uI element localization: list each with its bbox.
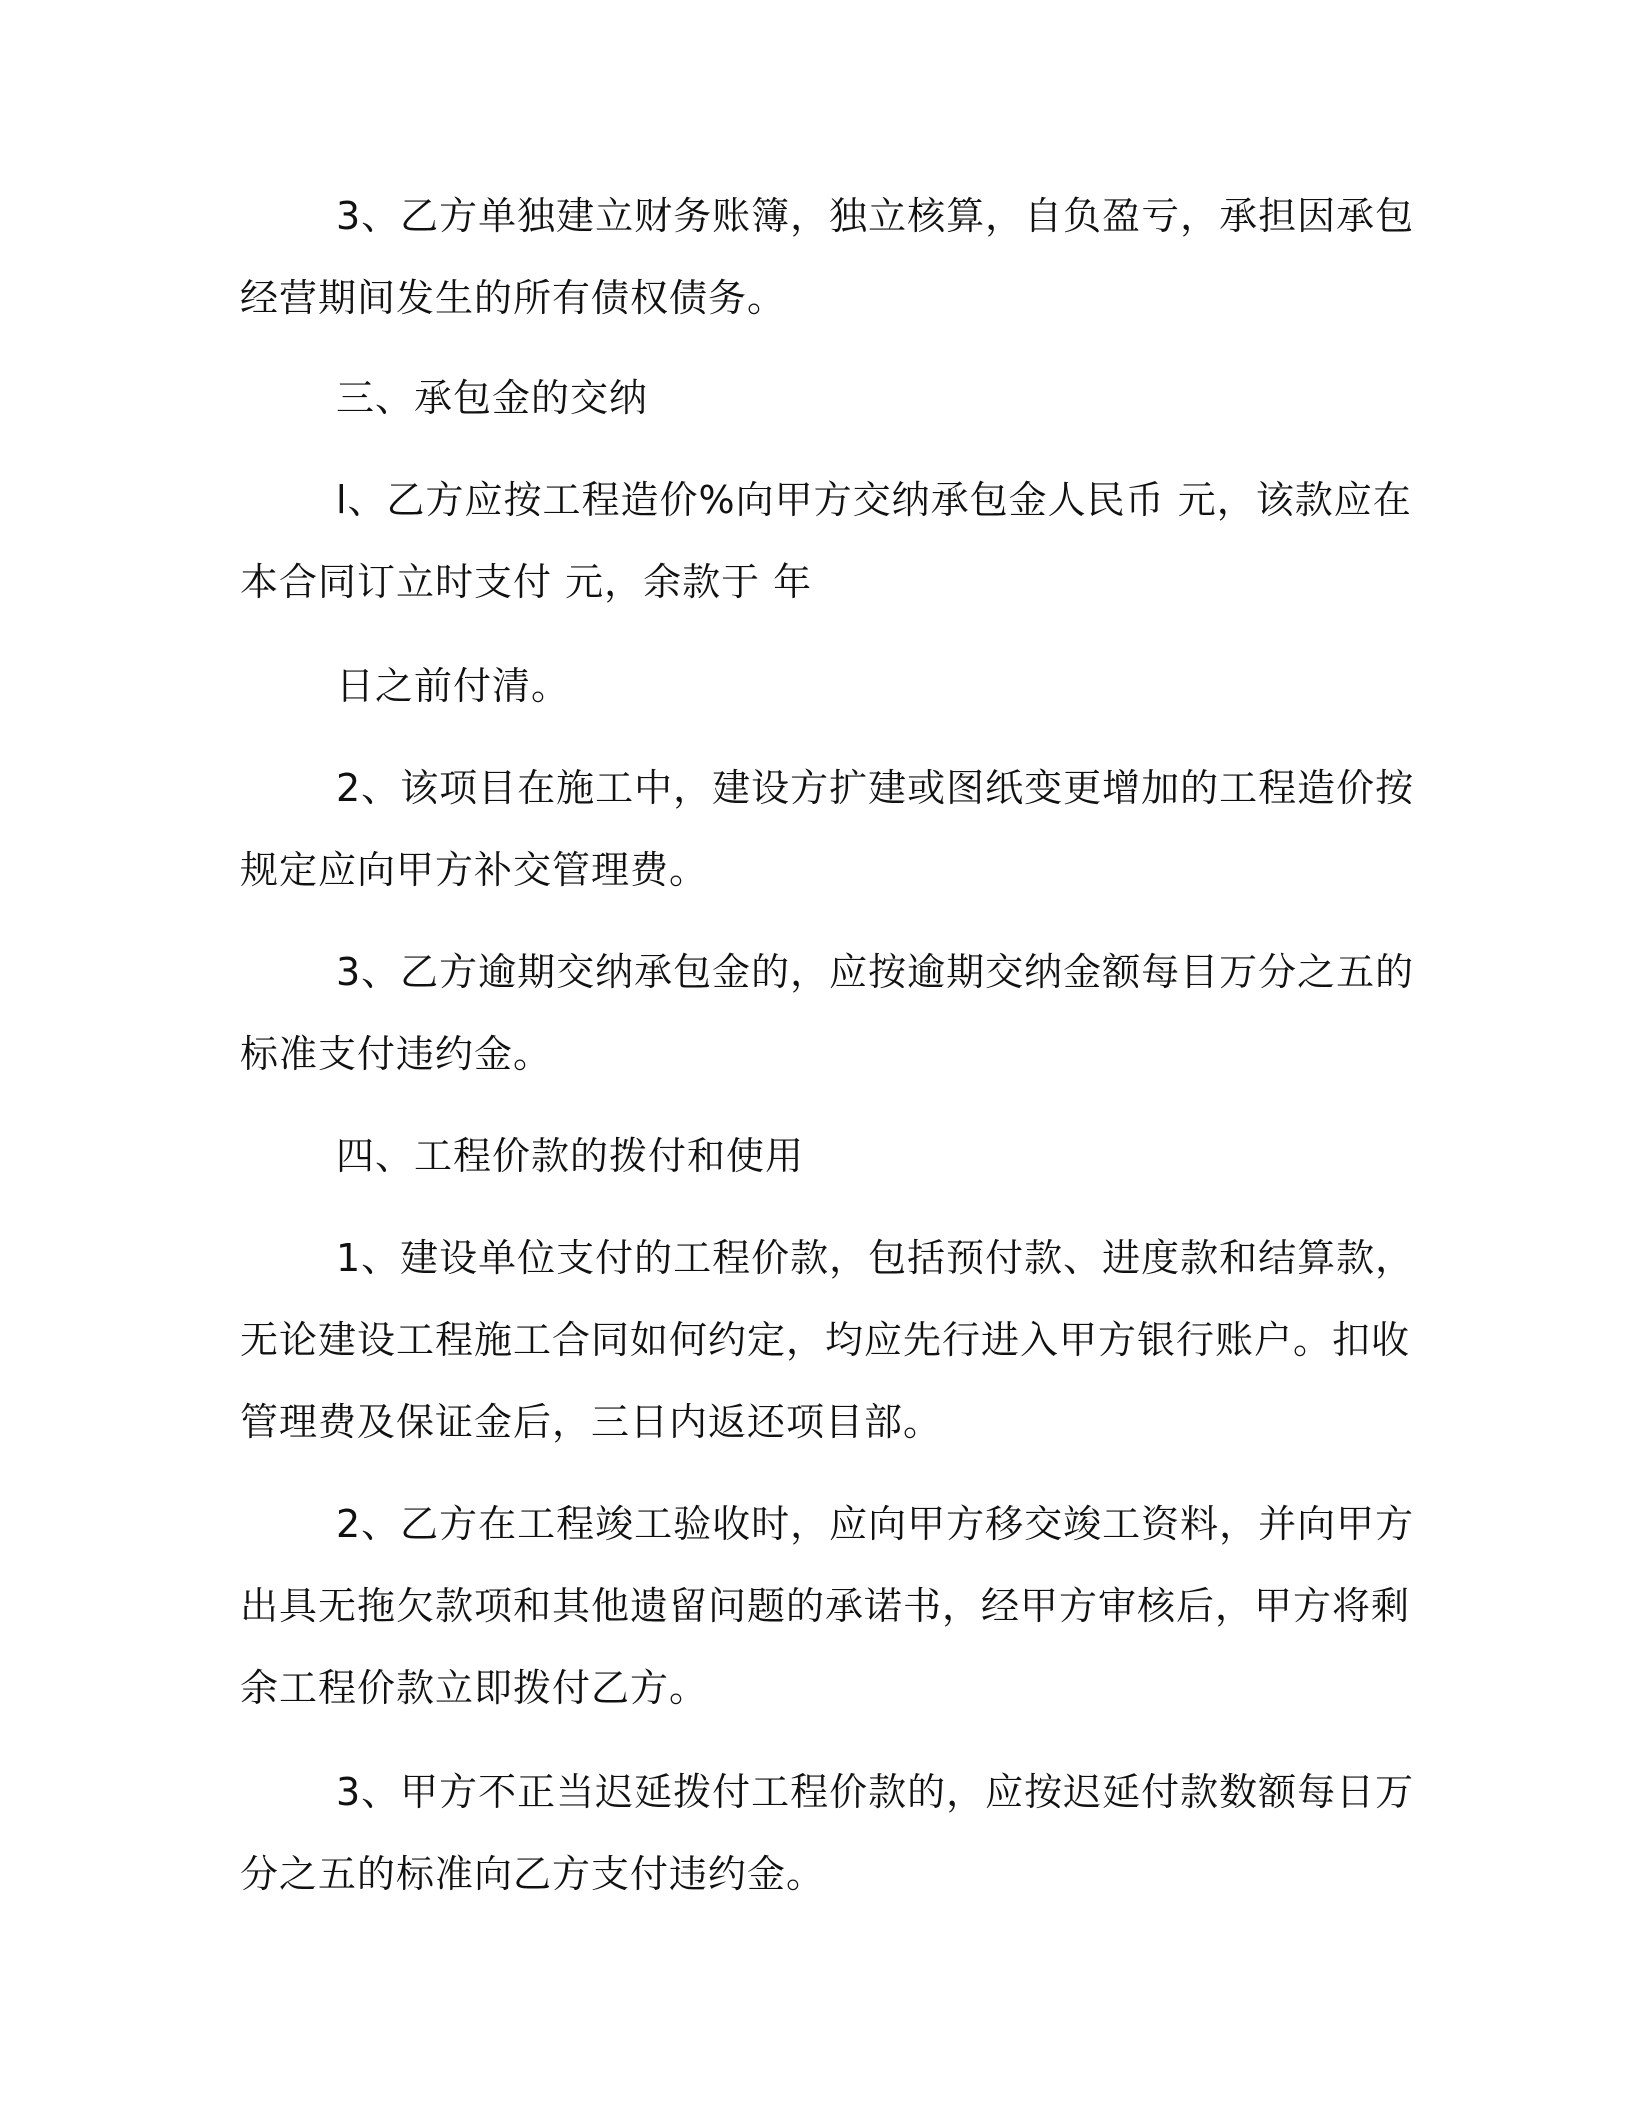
clause-4-1-line-3: 管理费及保证金后，三日内返还项目部。 xyxy=(240,1400,943,1444)
document-page xyxy=(240,0,1415,2112)
clause-4-3-line-2: 分之五的标准向乙方支付违约金。 xyxy=(240,1852,826,1896)
clause-4-2-line-3: 余工程价款立即拨付乙方。 xyxy=(240,1666,709,1710)
clause-2-3-line-1: 3、乙方单独建立财务账簿，独立核算，自负盈亏，承担因承包 xyxy=(336,194,1415,238)
clause-3-1-line-1: l、乙方应按工程造价%向甲方交纳承包金人民币 元，该款应在 xyxy=(336,478,1412,522)
clause-4-2-line-2: 出具无拖欠款项和其他遗留问题的承诺书，经甲方审核后，甲方将剩 xyxy=(240,1584,1411,1628)
clause-3-3-line-2: 标准支付违约金。 xyxy=(240,1032,553,1076)
clause-4-1-line-2: 无论建设工程施工合同如何约定，均应先行进入甲方银行账户。扣收 xyxy=(240,1318,1411,1362)
clause-4-1-line-1: 1、建设单位支付的工程价款，包括预付款、进度款和结算款， xyxy=(336,1236,1415,1280)
clause-3-1-line-3: 日之前付清。 xyxy=(336,664,571,708)
clause-3-2-line-1: 2、该项目在施工中，建设方扩建或图纸变更增加的工程造价按 xyxy=(336,766,1415,810)
clause-3-3-line-1: 3、乙方逾期交纳承包金的，应按逾期交纳金额每目万分之五的 xyxy=(336,950,1415,994)
section-4-heading: 四、工程价款的拨付和使用 xyxy=(336,1134,805,1178)
clause-2-3-line-2: 经营期间发生的所有债权债务。 xyxy=(240,276,787,320)
clause-4-2-line-1: 2、乙方在工程竣工验收时，应向甲方移交竣工资料，并向甲方 xyxy=(336,1502,1415,1546)
clause-3-1-line-2: 本合同订立时支付 元，余款于 年 xyxy=(240,560,813,604)
section-3-heading: 三、承包金的交纳 xyxy=(336,376,649,420)
clause-3-2-line-2: 规定应向甲方补交管理费。 xyxy=(240,848,709,892)
clause-4-3-line-1: 3、甲方不正当迟延拨付工程价款的，应按迟延付款数额每日万 xyxy=(336,1770,1415,1814)
